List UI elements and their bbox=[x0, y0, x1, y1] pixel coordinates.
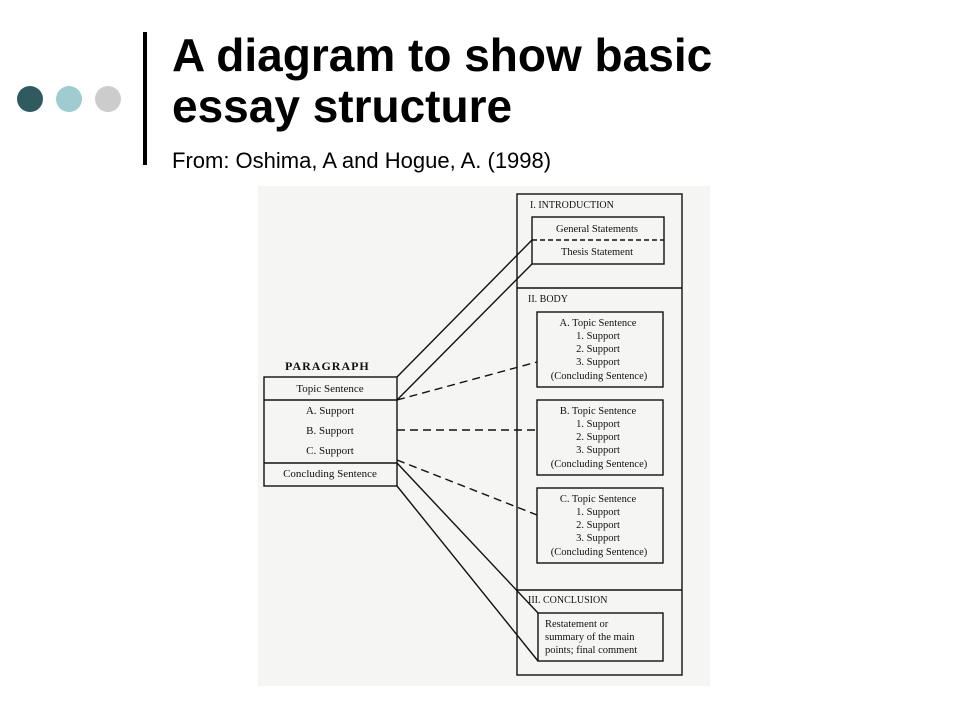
intro-heading: I. INTRODUCTION bbox=[530, 200, 614, 211]
connector-support-a bbox=[397, 362, 537, 400]
body-c-support-1: 1. Support bbox=[576, 507, 620, 518]
conclusion-line-3: points; final comment bbox=[545, 645, 638, 656]
body-a-support-3: 3. Support bbox=[576, 357, 620, 368]
body-b-concluding: (Concluding Sentence) bbox=[550, 459, 648, 470]
connector-support-c bbox=[397, 460, 537, 515]
body-a-concluding: (Concluding Sentence) bbox=[550, 371, 648, 382]
conclusion-line-1: Restatement or bbox=[545, 619, 609, 630]
body-c-support-2: 2. Support bbox=[576, 520, 620, 531]
connector-topic-to-thesis bbox=[397, 264, 532, 400]
paragraph-concluding-sentence: Concluding Sentence bbox=[283, 468, 377, 480]
body-b-topic: B. Topic Sentence bbox=[559, 406, 637, 417]
body-heading: II. BODY bbox=[528, 294, 568, 305]
slide-subtitle: From: Oshima, A and Hogue, A. (1998) bbox=[172, 148, 552, 173]
paragraph-heading: PARAGRAPH bbox=[285, 359, 370, 373]
paragraph-support-a: A. Support bbox=[305, 405, 355, 417]
paragraph-topic-sentence: Topic Sentence bbox=[296, 383, 364, 395]
body-c-support-3: 3. Support bbox=[576, 533, 620, 544]
paragraph-support-c: C. Support bbox=[306, 445, 354, 457]
intro-thesis-statement: Thesis Statement bbox=[560, 247, 634, 258]
body-c-topic: C. Topic Sentence bbox=[559, 494, 637, 505]
body-a-support-2: 2. Support bbox=[576, 344, 620, 355]
body-a-support-1: 1. Support bbox=[576, 331, 620, 342]
paragraph-support-b: B. Support bbox=[306, 425, 354, 437]
conclusion-heading: III. CONCLUSION bbox=[528, 595, 608, 606]
body-c-concluding: (Concluding Sentence) bbox=[550, 547, 648, 558]
intro-general-statements: General Statements bbox=[556, 224, 638, 235]
body-b-support-1: 1. Support bbox=[576, 419, 620, 430]
body-a-topic: A. Topic Sentence bbox=[559, 318, 637, 329]
body-b-support-3: 3. Support bbox=[576, 445, 620, 456]
body-b-support-2: 2. Support bbox=[576, 432, 620, 443]
title-line-1: A diagram to show basic bbox=[172, 29, 713, 81]
connector-topic-to-general bbox=[397, 240, 532, 377]
conclusion-line-2: summary of the main bbox=[545, 632, 635, 643]
title-line-2: essay structure bbox=[172, 80, 513, 132]
